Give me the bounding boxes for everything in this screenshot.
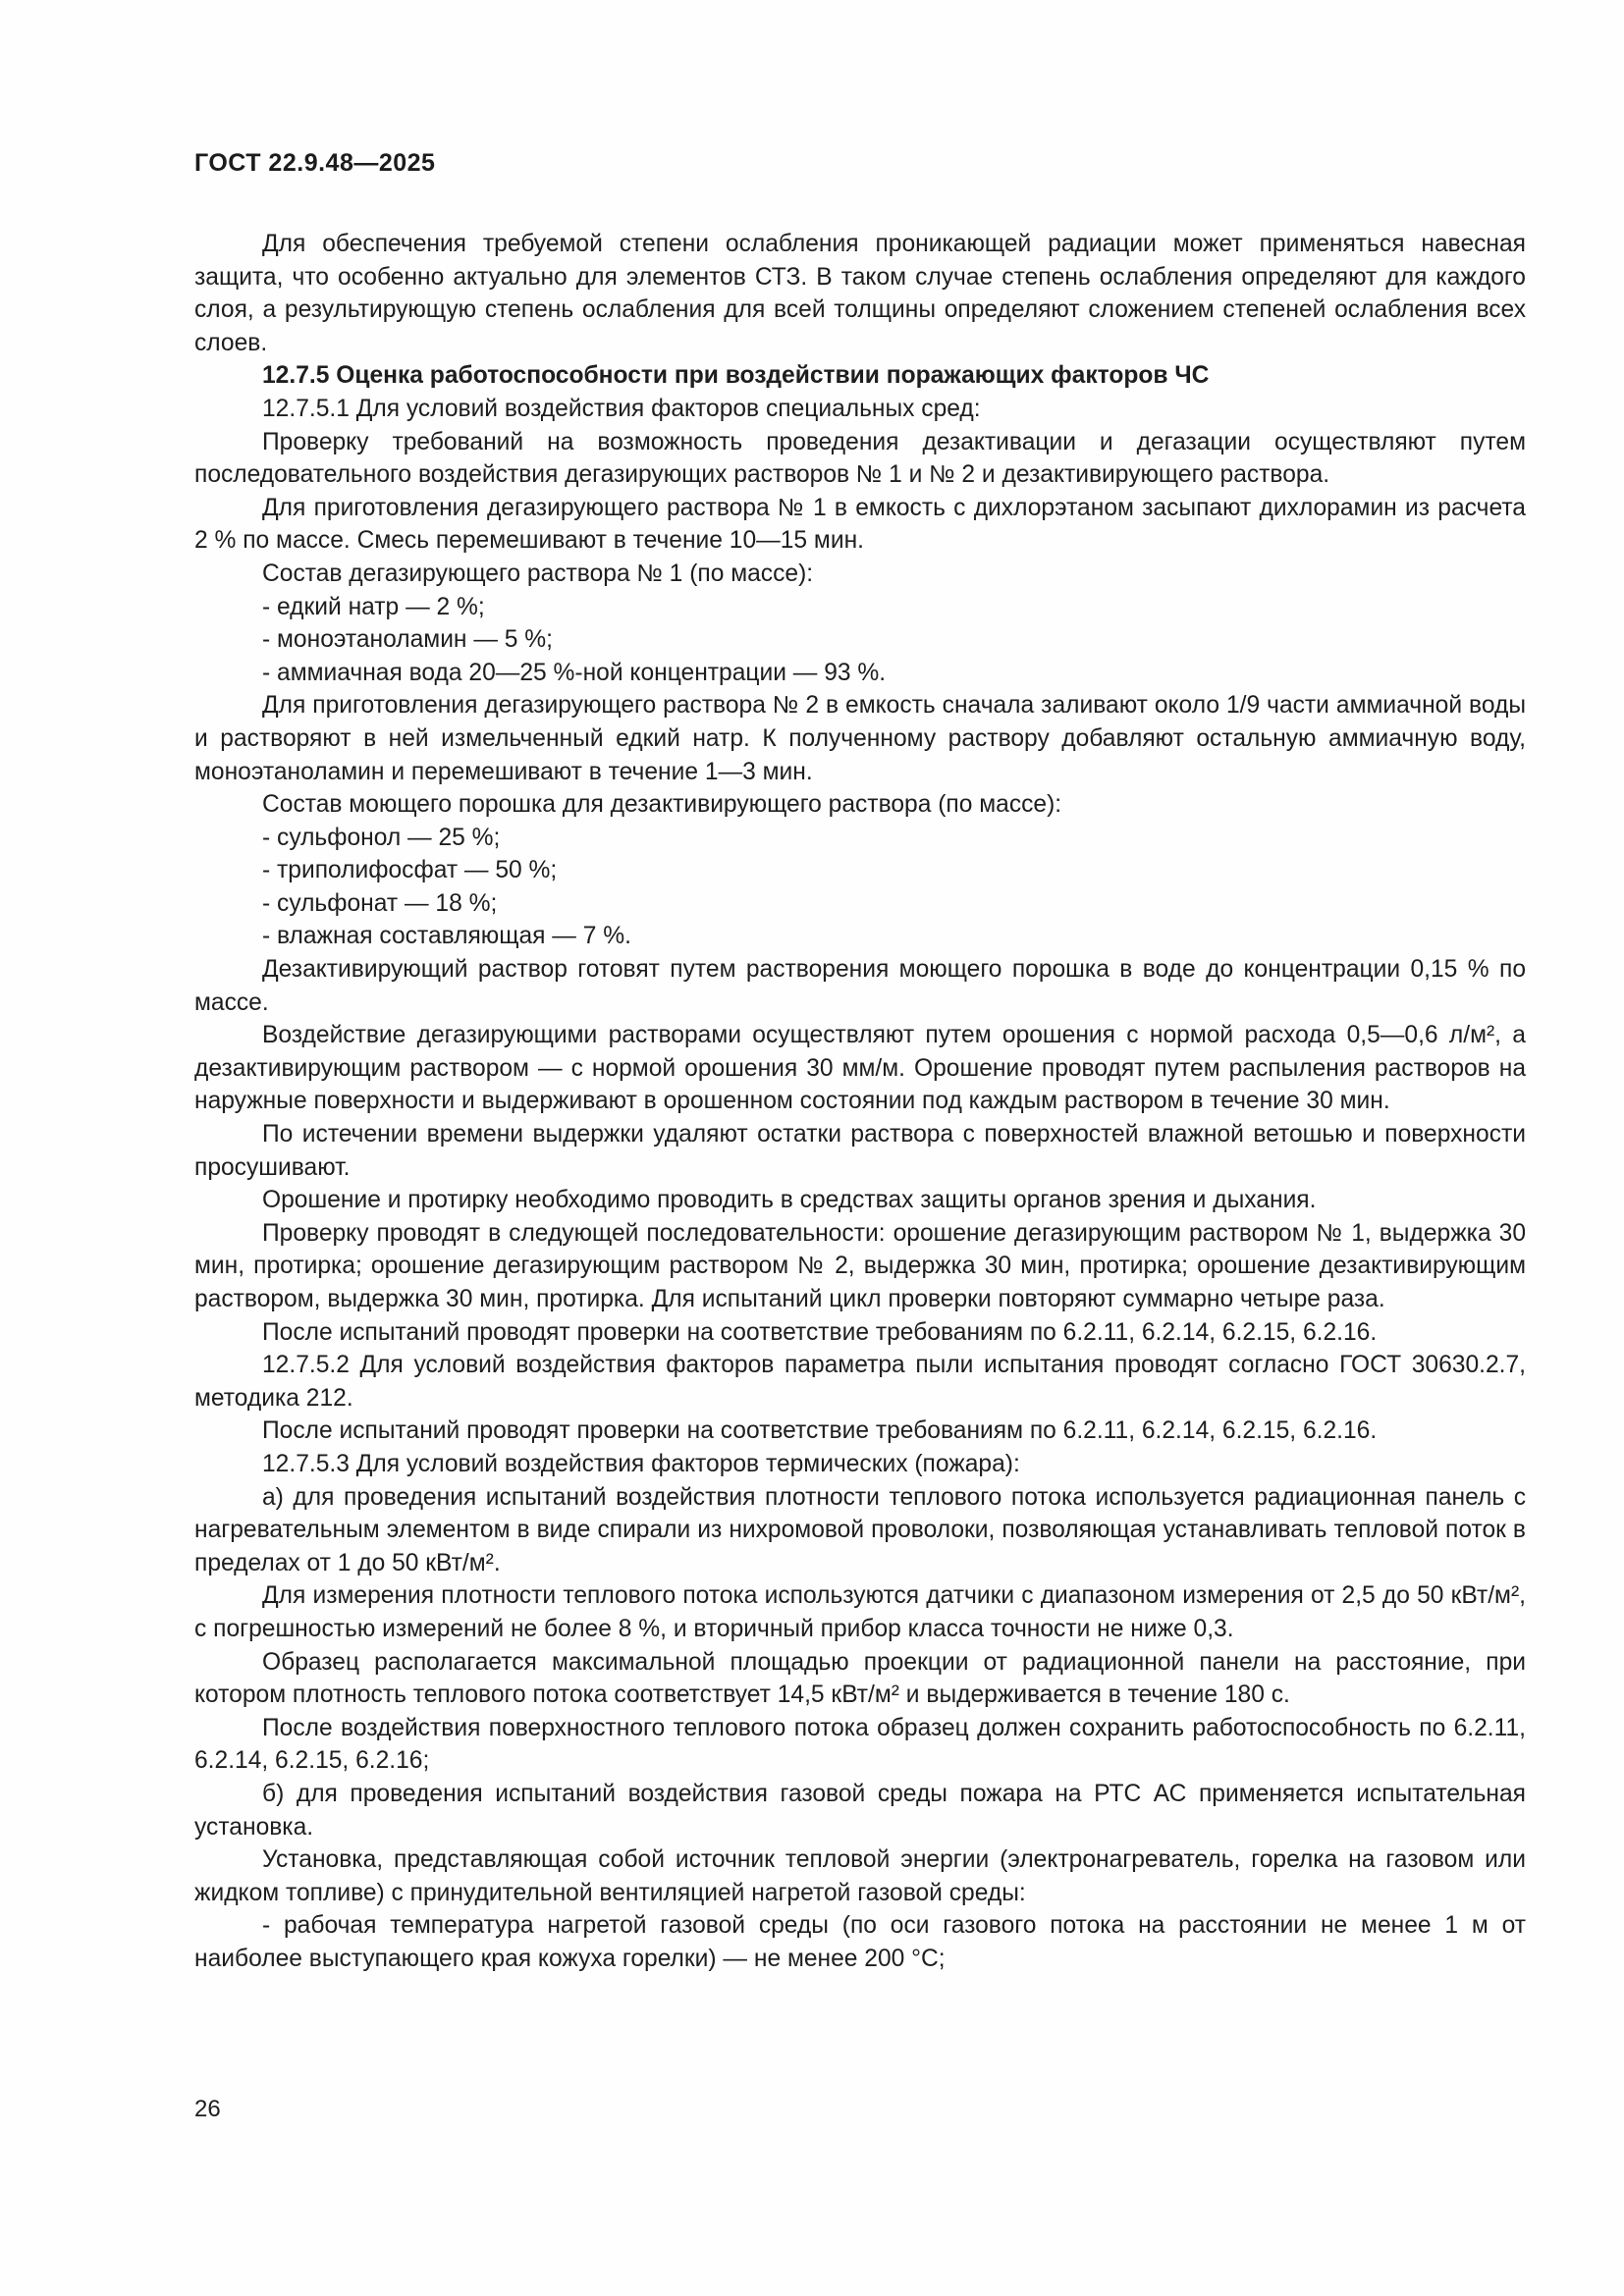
paragraph: а) для проведения испытаний воздействия плотности теплового потока используется радиационная панель с нагревательным элементом в виде спирали из нихромовой проволоки, позволяющая устанавливать тепловой поток в пределах от 1 до 50 кВт/м². — [194, 1483, 1526, 1576]
paragraph: Дезактивирующий раствор готовят путем растворения моющего порошка в воде до концентрации 0,15 % по массе. — [194, 956, 1526, 1016]
list-item: - сульфонат — 18 %; — [262, 889, 498, 917]
standard-header: ГОСТ 22.9.48—2025 — [194, 149, 436, 177]
paragraph: Состав дегазирующего раствора № 1 (по массе): — [262, 560, 814, 587]
paragraph: Проверку проводят в следующей последовательности: орошение дегазирующим раствором № 1, выдержка 30 мин, протирка; орошение дегазирующим раствором № 2, выдержка 30 мин, протирка; орошение дезактивирующим раствором, выдержка 30 мин, протирка. Для испытаний цикл проверки повторяют суммарно четыре раза. — [194, 1219, 1526, 1312]
paragraph: После воздействия поверхностного теплового потока образец должен сохранить работоспособность по 6.2.11, 6.2.14, 6.2.15, 6.2.16; — [194, 1714, 1526, 1775]
list-item: - сульфонол — 25 %; — [262, 824, 501, 851]
paragraph: Образец располагается максимальной площадью проекции от радиационной панели на расстояние, при котором плотность теплового потока соответствует 14,5 кВт/м² и выдерживается в течение 180 с. — [194, 1648, 1526, 1709]
list-item: - аммиачная вода 20—25 %-ной концентрации — 93 %. — [262, 659, 887, 686]
paragraph: После испытаний проводят проверки на соответствие требованиям по 6.2.11, 6.2.14, 6.2.15, 6.2.16. — [262, 1417, 1378, 1445]
paragraph: Для измерения плотности теплового потока используются датчики с диапазоном измерения от 2,5 до 50 кВт/м², с погрешностью измерений не более 8 %, и вторичный прибор класса точности не ниже 0,3. — [194, 1582, 1526, 1642]
paragraph: 12.7.5.2 Для условий воздействия факторов параметра пыли испытания проводят согласно ГОСТ 30630.2.7, методика 212. — [194, 1352, 1526, 1412]
paragraph: Для приготовления дегазирующего раствора № 2 в емкость сначала заливают около 1/9 части аммиачной воды и растворяют в ней измельченный едкий натр. К полученному раствору добавляют остальную аммиачную воду, моноэтаноламин и перемешивают в течение 1—3 мин. — [194, 692, 1526, 785]
paragraph: Для обеспечения требуемой степени ослабления проникающей радиации может применяться навесная защита, что особенно актуально для элементов СТЗ. В таком случае степень ослабления определяют для каждого слоя, а результирующую степень ослабления для всей толщины определяют сложением степеней ослабления всех слоев. — [194, 231, 1526, 356]
paragraph: Воздействие дегазирующими растворами осуществляют путем орошения с нормой расхода 0,5—0,6 л/м², а дезактивирующим раствором — с нормой орошения 30 мм/м. Орошение проводят путем распыления растворов на наружные поверхности и выдерживают в орошенном состоянии под каждым раствором в течение 30 мин. — [194, 1022, 1526, 1115]
paragraph: По истечении времени выдержки удаляют остатки раствора с поверхностей влажной ветошью и поверхности просушивают. — [194, 1121, 1526, 1181]
paragraph: После испытаний проводят проверки на соответствие требованиям по 6.2.11, 6.2.14, 6.2.15, 6.2.16. — [262, 1318, 1378, 1346]
paragraph: б) для проведения испытаний воздействия газовой среды пожара на РТС АС применяется испытательная установка. — [194, 1780, 1526, 1841]
paragraph: 12.7.5.3 Для условий воздействия факторов термических (пожара): — [262, 1450, 1020, 1477]
paragraph: Состав моющего порошка для дезактивирующего раствора (по массе): — [262, 791, 1062, 819]
list-item: - триполифосфат — 50 %; — [262, 857, 558, 884]
page-number: 26 — [194, 2096, 221, 2122]
list-item: - влажная составляющая — 7 %. — [262, 923, 631, 950]
paragraph: Для приготовления дегазирующего раствора № 1 в емкость с дихлорэтаном засыпают дихлорамин из расчета 2 % по массе. Смесь перемешивают в течение 10—15 мин. — [194, 494, 1526, 555]
paragraph: Орошение и протирку необходимо проводить в средствах защиты органов зрения и дыхания. — [262, 1187, 1317, 1214]
document-body — [194, 228, 1526, 1975]
section-heading: 12.7.5 Оценка работоспособности при воздействии поражающих факторов ЧС — [262, 362, 1210, 390]
paragraph: Проверку требований на возможность проведения дезактивации и дегазации осуществляют путем последовательного воздействия дегазирующих растворов № 1 и № 2 и дезактивирующего раствора. — [194, 428, 1526, 489]
list-item: - едкий натр — 2 %; — [262, 593, 485, 620]
paragraph: Установка, представляющая собой источник тепловой энергии (электронагреватель, горелка на газовом или жидком топливе) с принудительной вентиляцией нагретой газовой среды: — [194, 1846, 1526, 1906]
list-item: - рабочая температура нагретой газовой среды (по оси газового потока на расстоянии не менее 1 м от наиболее выступающего края кожуха горелки) — не менее 200 °С; — [194, 1912, 1526, 1972]
list-item: - моноэтаноламин — 5 %; — [262, 626, 553, 654]
paragraph: 12.7.5.1 Для условий воздействия факторов специальных сред: — [262, 395, 981, 422]
